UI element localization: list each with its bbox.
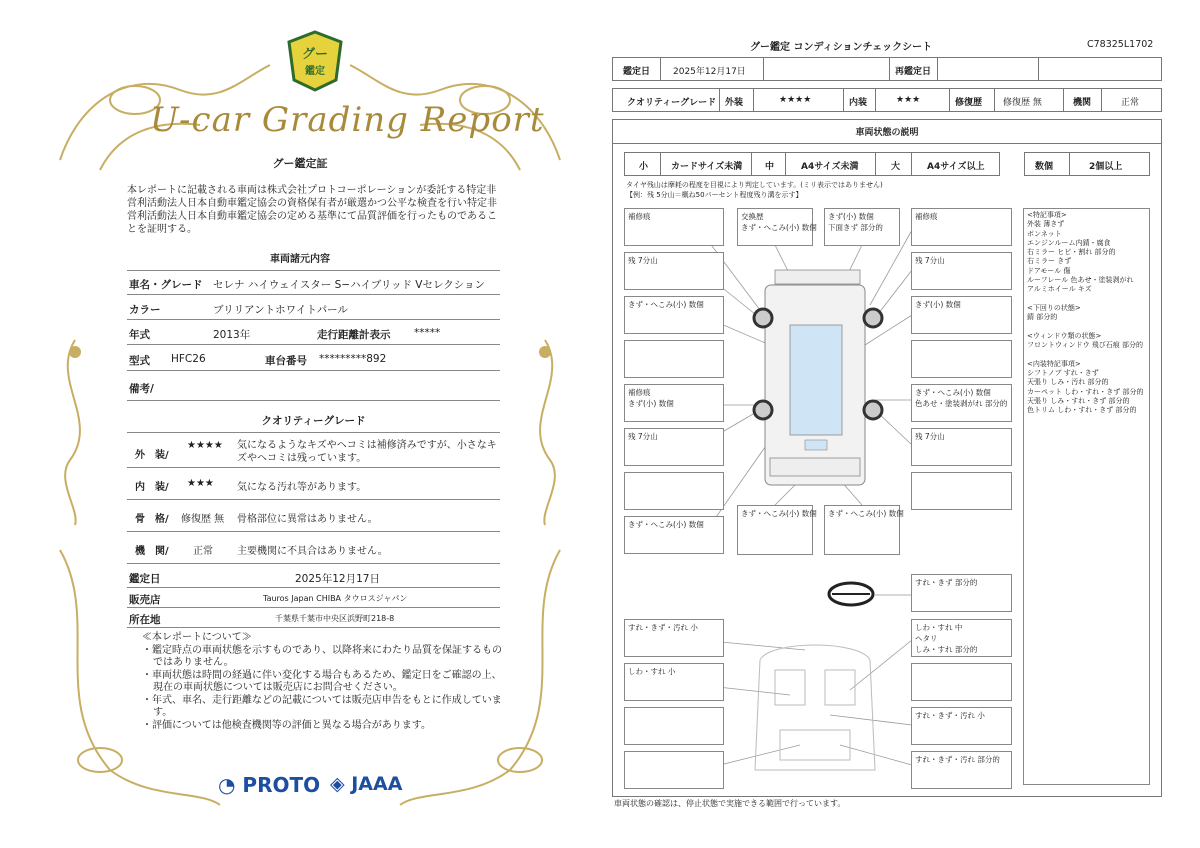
car-topview-icon (754, 270, 882, 485)
size-large: 大 (891, 162, 901, 172)
report-notes (142, 632, 502, 732)
mileage-label: 走行距離計表示 (317, 329, 391, 341)
exterior-label: 外装 (725, 98, 744, 108)
interior-value: ★★★ (896, 95, 921, 105)
note-item: ・鑑定時点の車両状態を示すものであり、以降将来にわたり品質を保証するものではありません。 (142, 644, 502, 668)
special-note-line: 色トリム しわ・すれ・きず 部分的 (1027, 406, 1137, 415)
special-note-line: フロントウィンドウ 飛び石痕 部分的 (1027, 341, 1144, 350)
grade-row-exterior (127, 434, 500, 468)
special-note-line: <ウィンドウ類の状態> (1027, 331, 1102, 340)
special-note-line: カーペット しわ・すれ・きず 部分的 (1027, 387, 1144, 396)
special-note-line: ルーフレール 色あせ・塗装剥がれ (1027, 276, 1134, 285)
repair-label: 修復歴 (955, 98, 983, 108)
special-note-line: 天張り しみ・汚れ 部分的 (1027, 378, 1109, 387)
proto-logo: ◔ PROTO (218, 773, 321, 797)
interior-box: すれ・きず 部分的 (911, 574, 1012, 612)
special-note-line: <下回りの状態> (1027, 303, 1081, 312)
engine-value: 正常 (1121, 98, 1140, 108)
steering-wheel-icon (829, 583, 873, 605)
remarks-label: 備考/ (129, 383, 154, 395)
interior-label: 内 装/ (135, 482, 169, 493)
date-label: 鑑定日 (623, 67, 651, 77)
exterior-label: 外 装/ (135, 450, 169, 461)
damage-box: 補修痕 きず(小) 数個 (624, 384, 724, 422)
chassis-value: *********892 (319, 353, 387, 365)
sheet-id: C78325L1702 (1087, 39, 1154, 50)
tire-box: 残 7分山 (624, 428, 724, 466)
empty-box (624, 707, 724, 745)
tire-box: 残 7分山 (911, 252, 1012, 290)
goo-appraisal-badge-icon (286, 30, 344, 92)
appraisal-date-value: 2025年12月17日 (295, 573, 380, 585)
damage-box: 補修痕 (624, 208, 724, 246)
note-item: ・年式、車名、走行距離などの記載については販売店申告をもとに作成しています。 (142, 694, 502, 718)
size-large-desc: A4サイズ以上 (927, 162, 985, 172)
empty-box (624, 340, 724, 378)
date-value: 2025年12月17日 (673, 67, 746, 77)
special-note-line: 天張り しみ・すれ・きず 部分的 (1027, 396, 1130, 405)
sheet-title: グー鑑定 コンディションチェックシート (750, 42, 933, 53)
damage-box: きず(小) 数個 下面きず 部分的 (824, 208, 900, 246)
spec-row-remarks (127, 375, 500, 401)
interior-stars: ★★★ (187, 478, 214, 489)
special-note-line: 右ミラー ヒビ・割れ 部分的 (1027, 248, 1116, 257)
special-note-line: シフトノブ すれ・きず (1027, 369, 1099, 378)
name-label: 車名・グレード (129, 279, 203, 291)
name-value: セレナ ハイウェイスター S−ハイブリッド Vセレクション (213, 279, 486, 291)
special-note-line: ドアモール 傷 (1027, 266, 1071, 275)
spec-row-color (127, 296, 500, 320)
appraisal-date-label: 鑑定日 (129, 573, 161, 585)
interior-box: すれ・きず・汚れ 小 (624, 619, 724, 657)
state-title: 車両状態の説明 (855, 128, 919, 138)
color-value: ブリリアントホワイトパール (213, 304, 348, 316)
size-small-desc: カードサイズ未満 (671, 162, 743, 172)
grade-row-interior (127, 468, 500, 500)
notes-title: ≪本レポートについて≫ (142, 632, 252, 643)
special-note-line: 右ミラー きず (1027, 257, 1072, 266)
spec-row-model (127, 347, 500, 371)
damage-box: きず(小) 数個 (911, 296, 1012, 334)
size-small: 小 (639, 162, 649, 172)
count-desc: 2個以上 (1089, 162, 1123, 172)
report-title: U-car Grading Report (150, 100, 545, 140)
mileage-value: ***** (414, 327, 441, 339)
grade-row-engine (127, 532, 500, 564)
frame-description: 骨格部位に異常はありません。 (237, 514, 378, 525)
count-label: 数個 (1035, 162, 1054, 172)
certificate-text: 本レポートに記載される車両は株式会社プロトコーポレーションが委託する特定非営利活動法人日本自動車鑑定協会の資格保有者が厳選かつ公平な検査を行い特定非営利活動法人日本自動車鑑定協会の定める基準にて品質評価を行ったものであることを証明する。 (127, 185, 497, 235)
engine-label: 機 関/ (135, 546, 169, 557)
note-item: ・評価については他検査機関等の評価と異なる場合があります。 (142, 719, 431, 731)
special-note-line: <特記事項> (1027, 211, 1067, 219)
jaaa-logo: ◈ JAAA (330, 773, 403, 795)
side-flourish-left-icon (40, 330, 110, 530)
frame-label: 骨 格/ (135, 514, 169, 525)
exterior-stars: ★★★★ (187, 440, 223, 451)
appraisal-date-row (127, 566, 500, 588)
tire-note-2: 【例：残 5分山＝概ね50パーセント程度残り溝を示す】 (626, 191, 803, 199)
damage-box: 補修痕 (911, 208, 1012, 246)
color-label: カラー (129, 304, 161, 316)
special-note-line: アルミホイール キズ (1027, 285, 1092, 294)
interior-description: 気になる汚れ等があります。 (237, 482, 367, 493)
frame-value: 修復歴 無 (181, 514, 225, 525)
exterior-description: 気になるようなキズやヘコミは補修済みですが、小さなキズやヘコミは残っています。 (237, 440, 497, 464)
interior-box: しわ・すれ 小 (624, 663, 724, 701)
model-value: HFC26 (171, 353, 206, 365)
year-value: 2013年 (213, 329, 251, 341)
certificate-title: グー鑑定証 (272, 157, 328, 170)
spec-row-name (127, 271, 500, 295)
special-note-line: <内装特記事項> (1027, 359, 1081, 368)
spec-section-title: 車両諸元内容 (270, 254, 330, 265)
empty-box (624, 472, 724, 510)
damage-box: きず・へこみ(小) 数個 (624, 296, 724, 334)
tire-note-1: タイヤ残山は摩耗の程度を目視により判定しています。(ミリ表示ではありません) (626, 181, 883, 189)
note-item: ・車両状態は時間の経過に伴い変化する場合もあるため、鑑定日をご確認の上、現在の車両状態については販売店にお問合せください。 (142, 669, 502, 693)
damage-box: きず・へこみ(小) 数個 色あせ・塗装剥がれ 部分的 (911, 384, 1012, 422)
size-mid: 中 (765, 162, 775, 172)
year-label: 年式 (129, 329, 150, 341)
tire-box: 残 7分山 (911, 428, 1012, 466)
interior-box: すれ・きず・汚れ 部分的 (911, 751, 1012, 789)
repair-value: 修復歴 無 (1003, 98, 1042, 108)
badge-top-text: グー (301, 47, 329, 62)
address-label: 所在地 (129, 614, 161, 626)
special-note-line: エンジンルーム内錆・腐食 (1027, 238, 1111, 247)
chassis-label: 車台番号 (265, 355, 307, 367)
interior-label: 内装 (849, 98, 868, 108)
interior-box: すれ・きず・汚れ 小 (911, 707, 1012, 745)
condition-check-sheet (600, 0, 1200, 848)
engine-label: 機関 (1073, 98, 1092, 108)
damage-box: きず・へこみ(小) 数個 (624, 516, 724, 554)
special-note-line: 錆 部分的 (1027, 313, 1058, 322)
size-mid-desc: A4サイズ未満 (801, 162, 859, 172)
address-row (127, 608, 500, 628)
damage-box: きず・へこみ(小) 数個 (824, 505, 900, 555)
address-value: 千葉県千葉市中央区浜野町218-8 (275, 614, 395, 623)
footer-note: 車両状態の確認は、停止状態で実施できる範囲で行っています。 (614, 799, 846, 808)
dealer-label: 販売店 (129, 594, 161, 606)
special-note-line: 外装 薄きず (1027, 220, 1065, 229)
empty-box (911, 663, 1012, 701)
empty-box (911, 472, 1012, 510)
exterior-value: ★★★★ (779, 95, 812, 105)
spec-row-year (127, 321, 500, 345)
dealer-value: Tauros Japan CHIBA タウロスジャパン (263, 594, 408, 603)
grade-title-row (127, 405, 500, 433)
damage-box: きず・へこみ(小) 数個 (737, 505, 813, 555)
empty-box (624, 751, 724, 789)
model-label: 型式 (129, 355, 150, 367)
reappraisal-label: 再鑑定日 (895, 67, 932, 77)
special-note-line: ボンネット (1027, 229, 1062, 238)
grade-section-title: クオリティーグレード (261, 415, 366, 427)
grade-row-frame (127, 500, 500, 532)
engine-description: 主要機関に不具合はありません。 (237, 546, 388, 557)
side-flourish-right-icon (510, 330, 580, 530)
car-interior-icon (755, 645, 875, 770)
dealer-row (127, 588, 500, 608)
empty-box (911, 340, 1012, 378)
damage-box: 交換歴 きず・へこみ(小) 数個 (737, 208, 813, 246)
quality-label: クオリティーグレード (627, 98, 717, 108)
interior-box: しわ・すれ 中 ヘタリ しみ・すれ 部分的 (911, 619, 1012, 657)
engine-value: 正常 (193, 546, 213, 557)
tire-box: 残 7分山 (624, 252, 724, 290)
badge-bottom-text: 鑑定 (305, 66, 325, 77)
